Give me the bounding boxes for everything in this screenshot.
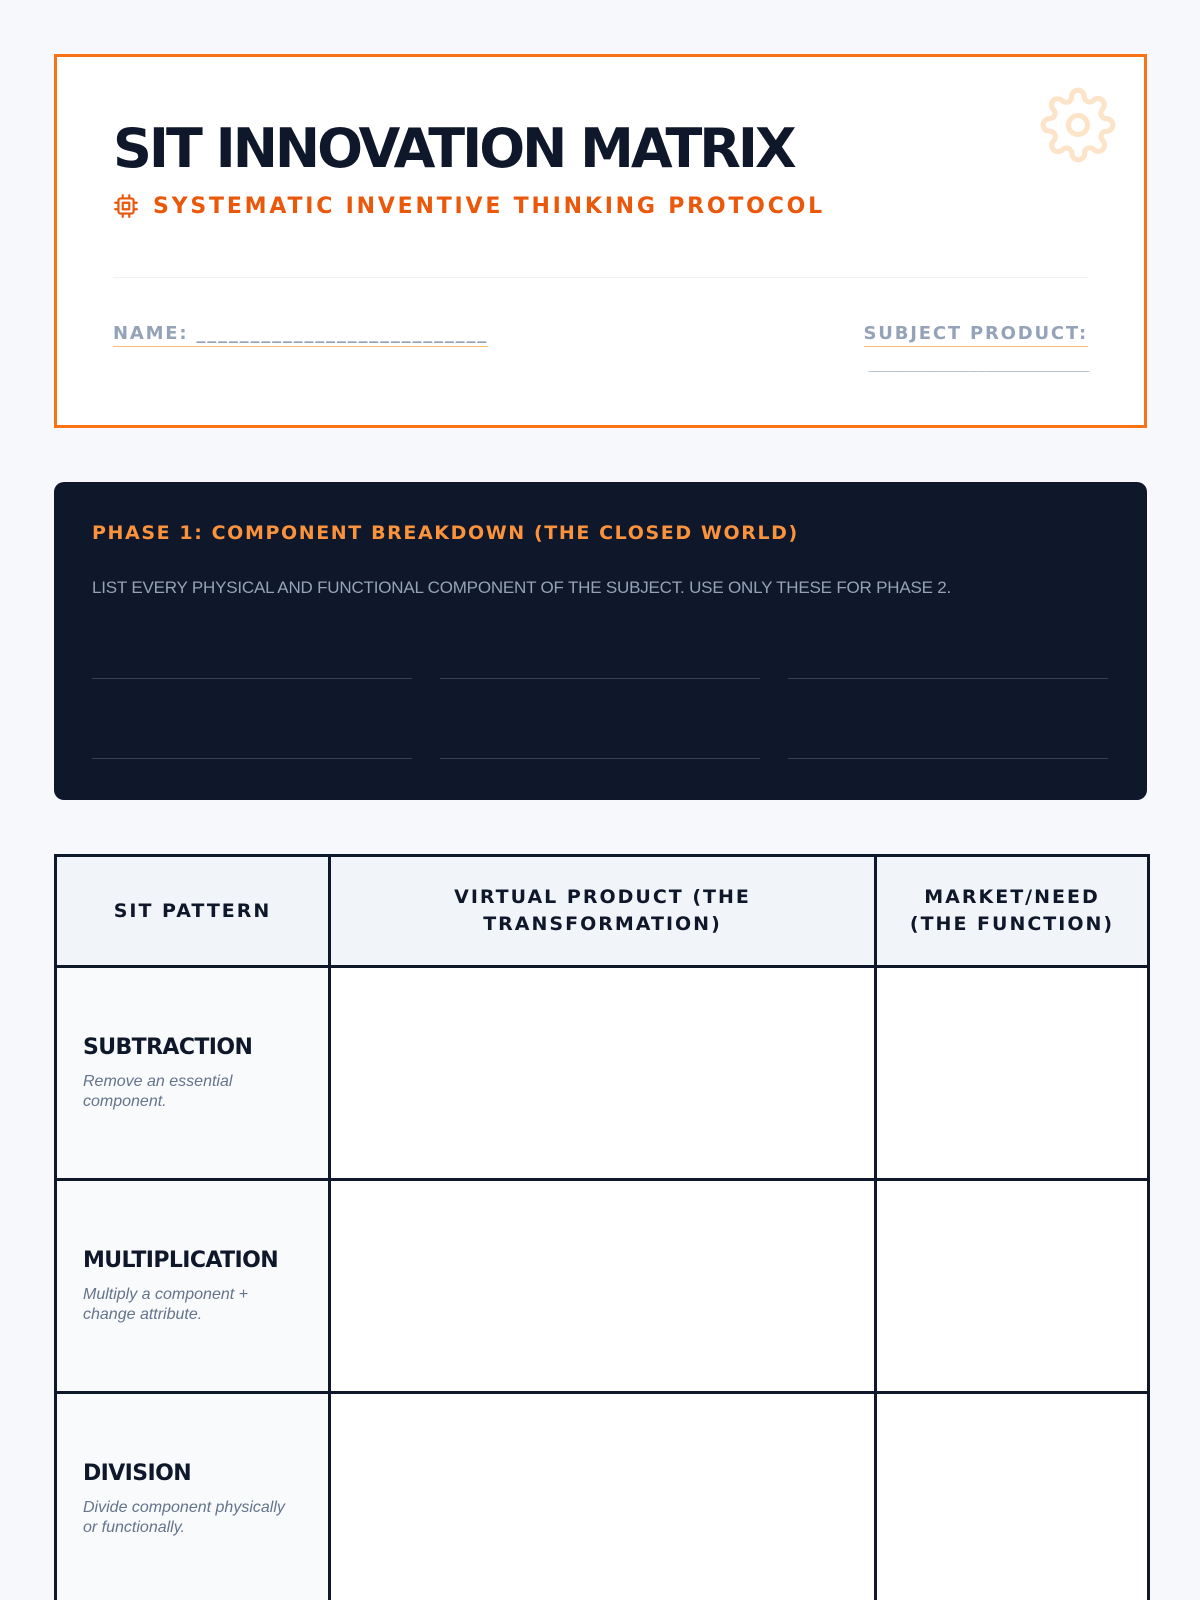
pattern-name: MULTIPLICATION	[83, 1247, 279, 1273]
pattern-description: Divide component physically or functionally.	[83, 1498, 285, 1536]
table-header-row	[56, 856, 1149, 967]
pattern-name: SUBTRACTION	[83, 1034, 253, 1060]
name-field[interactable]: NAME: ___________________________	[113, 323, 488, 347]
phase1-description: LIST EVERY PHYSICAL AND FUNCTIONAL COMPONENT OF THE SUBJECT. USE ONLY THESE FOR PHASE 2.	[92, 578, 952, 597]
pattern-cell	[56, 967, 330, 1180]
subject-product-label: SUBJECT PRODUCT:	[864, 323, 1088, 347]
virtual-product-cell[interactable]	[330, 967, 876, 1180]
table-row	[56, 967, 1149, 1180]
subtitle: SYSTEMATIC INVENTIVE THINKING PROTOCOL	[153, 193, 825, 219]
phase1-title: PHASE 1: COMPONENT BREAKDOWN (THE CLOSED WORLD)	[92, 522, 799, 544]
subtitle-row	[113, 193, 825, 219]
virtual-product-cell[interactable]	[330, 1180, 876, 1393]
subject-product-field[interactable]: ___________________________	[868, 353, 1088, 372]
header-card	[54, 54, 1147, 428]
page-title: SIT INNOVATION MATRIX	[113, 117, 794, 180]
market-need-cell[interactable]	[876, 967, 1149, 1180]
component-line[interactable]	[92, 758, 412, 759]
component-line[interactable]	[788, 678, 1108, 679]
chip-icon	[113, 193, 139, 219]
pattern-cell	[56, 1393, 330, 1600]
market-need-cell[interactable]	[876, 1180, 1149, 1393]
sit-matrix-table	[54, 854, 1150, 1600]
component-line[interactable]	[788, 758, 1108, 759]
column-header-market-need: MARKET/NEED (THE FUNCTION)	[876, 856, 1149, 967]
component-line[interactable]	[440, 678, 760, 679]
header-divider	[113, 277, 1088, 278]
column-header-pattern: SIT PATTERN	[56, 856, 330, 967]
table-row	[56, 1393, 1149, 1600]
pattern-description: Remove an essential component.	[83, 1072, 233, 1110]
market-need-cell[interactable]	[876, 1393, 1149, 1600]
pattern-cell	[56, 1180, 330, 1393]
column-header-virtual-product: VIRTUAL PRODUCT (THE TRANSFORMATION)	[330, 856, 876, 967]
phase1-panel	[54, 482, 1147, 800]
component-line[interactable]	[92, 678, 412, 679]
gear-icon	[1040, 87, 1116, 163]
component-line[interactable]	[440, 758, 760, 759]
table-row	[56, 1180, 1149, 1393]
pattern-name: DIVISION	[83, 1460, 192, 1486]
pattern-description: Multiply a component + change attribute.	[83, 1285, 248, 1323]
virtual-product-cell[interactable]	[330, 1393, 876, 1600]
